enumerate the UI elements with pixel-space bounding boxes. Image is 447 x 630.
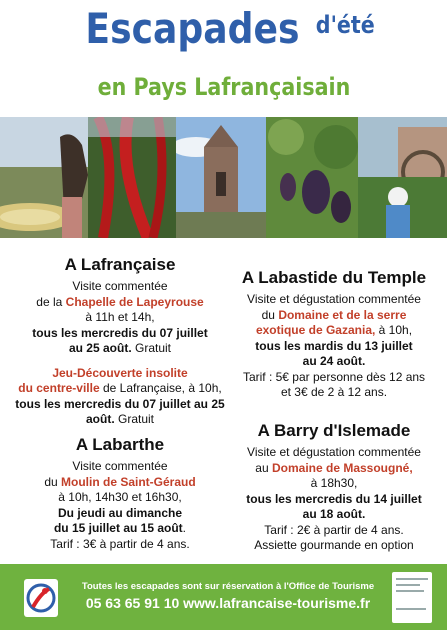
labastide-line1: Visite et dégustation commentée	[247, 292, 421, 306]
text: de la	[36, 294, 66, 309]
subtitle-text: en Pays Lafrançaisain	[97, 73, 350, 101]
lafrancaise-line2	[12, 295, 228, 311]
barry-line7: Assiette gourmande en option	[254, 538, 414, 552]
lafrancaise-p2-line2	[12, 381, 228, 397]
poster-subtitle	[0, 73, 447, 101]
domaine-gazania-link-2: exotique de Gazania,	[255, 323, 376, 337]
labastide-line6: Tarif : 5€ par personne dès 12 ans	[242, 369, 426, 384]
lafrancaise-line1: Visite commentée	[72, 279, 168, 293]
heading-barry: A Barry d'Islemade	[257, 421, 411, 440]
text: de Lafrançaise, à 10h,	[99, 381, 222, 395]
partner-logo-icon	[392, 572, 432, 623]
photo-red-flowers	[88, 117, 176, 238]
text: au 25 août.	[68, 341, 132, 355]
labarthe-line6: Tarif : 3€ à partir de 4 ans.	[50, 536, 190, 551]
title-main: Escapades	[84, 4, 300, 53]
contact-line[interactable]: 05 63 65 91 10 www.lafrancaise-tourisme.fr	[85, 595, 371, 611]
section-labastide	[230, 267, 438, 401]
photo-mill	[358, 117, 447, 238]
lafrancaise-p2-line4	[12, 412, 228, 428]
text: Gratuit	[131, 341, 172, 355]
photo-panorama	[0, 117, 88, 238]
text: août.	[85, 412, 115, 426]
reservation-text: Toutes les escapades sont sur réservation à l'Office de Tourisme	[81, 581, 375, 592]
chapelle-link: Chapelle de Lapeyrouse	[65, 294, 204, 309]
barry-line6: Tarif : 2€ à partir de 4 ans.	[264, 522, 404, 537]
heading-labastide: A Labastide du Temple	[241, 268, 427, 287]
labastide-line7: et 3€ de 2 à 12 ans.	[280, 385, 388, 399]
lafrancaise-p2-line3: tous les mercredis du 07 juillet au 25	[15, 396, 225, 411]
section-labarthe	[12, 434, 228, 552]
text: au	[255, 460, 272, 475]
barry-line2	[230, 461, 438, 477]
text: Gratuit	[114, 412, 155, 426]
text: du	[261, 307, 279, 322]
barry-line1: Visite et dégustation commentée	[247, 445, 421, 459]
labarthe-line2	[12, 475, 228, 491]
section-lafrancaise	[12, 254, 228, 428]
tourism-logo-icon	[24, 579, 58, 617]
photo-grapes	[266, 117, 358, 238]
massougne-link: Domaine de Massougné,	[271, 460, 413, 475]
lafrancaise-line5	[12, 341, 228, 357]
text: .	[182, 521, 187, 535]
domaine-gazania-link-1: Domaine et de la serre	[278, 307, 407, 322]
text: à 10h,	[375, 323, 413, 337]
moulin-link: Moulin de Saint-Géraud	[61, 474, 196, 489]
footer-bar	[0, 564, 447, 630]
text: du	[44, 474, 61, 489]
labastide-line5: au 24 août.	[302, 354, 366, 368]
lafrancaise-line3: à 11h et 14h,	[85, 310, 155, 324]
labarthe-line3: à 10h, 14h30 et 16h30,	[58, 490, 182, 504]
labarthe-line5	[12, 521, 228, 537]
labastide-line2	[230, 308, 438, 324]
text: du 15 juillet au 15 août	[53, 521, 183, 535]
title-suffix: d'été	[315, 11, 375, 39]
section-barry	[230, 420, 438, 554]
barry-line3: à 18h30,	[310, 476, 358, 490]
heading-labarthe: A Labarthe	[75, 435, 165, 454]
barry-line4: tous les mercredis du 14 juillet	[246, 491, 422, 506]
jeu-link-1: Jeu-Découverte insolite	[52, 365, 188, 380]
jeu-link-2: du centre-ville	[18, 381, 100, 395]
photo-strip	[0, 117, 447, 238]
labastide-line3	[230, 323, 438, 339]
photo-church	[176, 117, 266, 238]
labarthe-line1: Visite commentée	[72, 459, 168, 473]
poster-title	[0, 4, 447, 53]
labastide-line4: tous les mardis du 13 juillet	[255, 338, 413, 353]
labarthe-line4: Du jeudi au dimanche	[57, 505, 183, 520]
heading-lafrancaise: A Lafrançaise	[64, 255, 176, 274]
barry-line5: au 18 août.	[302, 507, 366, 521]
lafrancaise-line4: tous les mercredis du 07 juillet	[32, 325, 208, 340]
